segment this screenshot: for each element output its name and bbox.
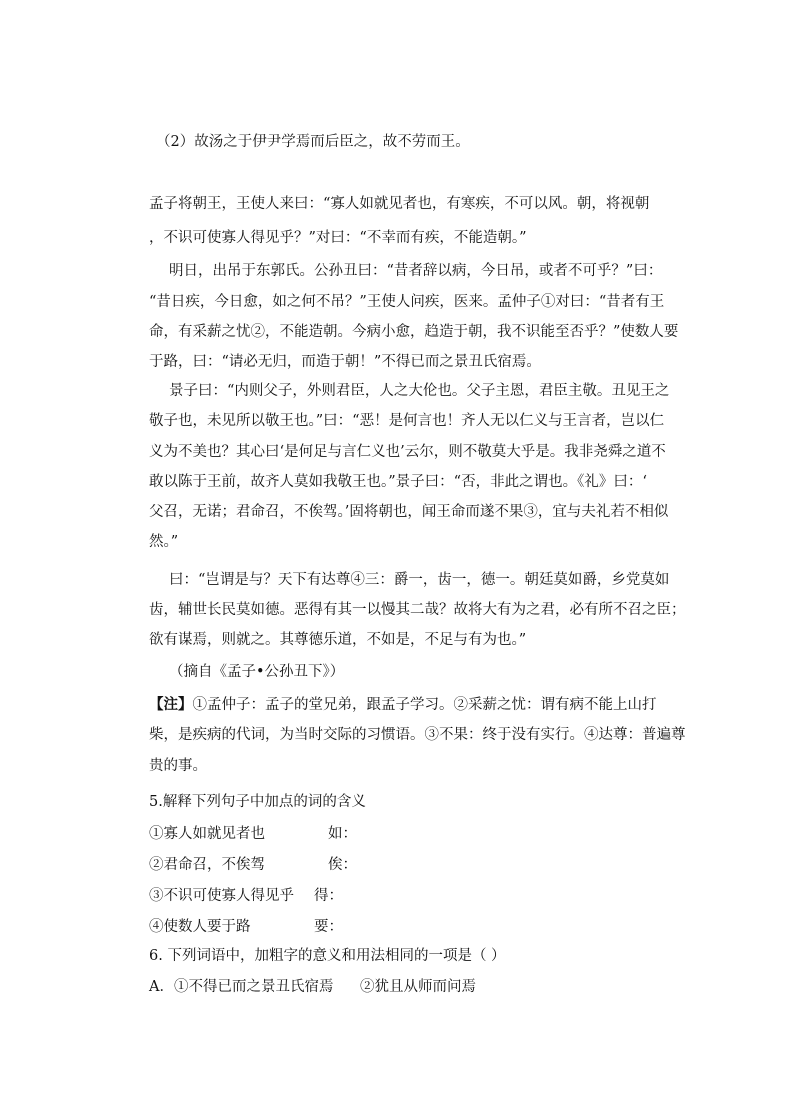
passage-line: “昔日疾，今日愈，如之何不吊？”王使人问疾，医来。孟仲子①对曰：“昔者有王 [149,294,665,310]
question-5-sentence: ③不识可使寡人得见乎 [149,888,294,904]
passage-line: 欲有谋焉，则就之。其尊德乐道，不如是，不足与有为也。” [149,632,527,648]
passage-line: 于路，曰：“请必无归，而造于朝！”不得已而之景丑氏宿焉。 [149,354,541,370]
passage-line: 景子曰：“内则父子，外则君臣，人之大伦也。父子主恩，君臣主敬。丑见王之 [169,383,670,399]
passage-line: 明日，出吊于东郭氏。公孙丑曰：“昔者辞以病，今日吊，或者不可乎？”曰： [169,263,663,279]
passage-line: 义为不美也？其心曰‘是何足与言仁义也’云尔，则不敬莫大乎是。我非尧舜之道不 [149,444,666,460]
passage-line: 敢以陈于王前，故齐人莫如我敬王也。”景子曰：“否，非此之谓也。《礼》曰：‘ [149,474,647,490]
passage-line: 敬子也，未见所以敬王也。”曰：“恶！是何言也！齐人无以仁义与王言者，岂以仁 [149,413,665,429]
notes-line: 贵的事。 [149,758,207,774]
question-6-stem: 6. 下列词语中，加粗字的意义和用法相同的一项是（ ） [149,948,506,964]
question-5-word: 如： [328,826,357,842]
passage-source: （摘自《孟子•公孙丑下》） [169,664,345,680]
question-5-sentence: ④使数人要于路 [149,919,251,935]
notes-label: 【注】 [149,696,193,713]
passage-line: 然。” [149,534,179,550]
question-5-sentence: ②君命召，不俟驾 [149,857,265,873]
passage-line: 齿，辅世长民莫如德。恶得有其一以慢其二哉？故将大有为之君，必有所不召之臣； [149,602,686,618]
notes-line [149,695,657,715]
question-6-option-a-part1: A．①不得已而之景丑氏宿焉 [149,979,334,995]
question-5-word: 得： [314,888,343,904]
question-5-word: 俟： [328,857,357,873]
passage-line: 曰：“岂谓是与？天下有达尊④三：爵一，齿一，德一。朝廷莫如爵，乡党莫如 [169,572,670,588]
question-6-option-a-part2: ②犹且从师而问焉 [360,979,476,995]
question-2-text: （2）故汤之于伊尹学焉而后臣之，故不劳而王。 [156,134,470,150]
question-5-sentence: ①寡人如就见者也 [149,826,265,842]
notes-text: ①孟仲子：孟子的堂兄弟，跟孟子学习。②采薪之忧：谓有病不能上山打 [192,697,657,713]
question-5-word: 要： [314,919,343,935]
passage-line: 父召，无诺；君命召，不俟驾。’固将朝也，闻王命而遂不果③，宜与夫礼若不相似 [149,504,669,520]
passage-line: ，不识可使寡人得见乎？”对曰：“不幸而有疾，不能造朝。” [149,230,527,246]
question-5-stem: 5.解释下列句子中加点的词的含义 [149,794,366,810]
notes-line: 柴，是疾病的代词，为当时交际的习惯语。③不果：终于没有实行。④达尊：普遍尊 [149,727,686,743]
passage-line: 孟子将朝王，王使人来曰：“寡人如就见者也，有寒疾，不可以风。朝，将视朝 [149,196,650,212]
passage-line: 命，有采薪之忧②，不能造朝。今病小愈，趋造于朝，我不识能至否乎？”使数人要 [149,324,679,340]
